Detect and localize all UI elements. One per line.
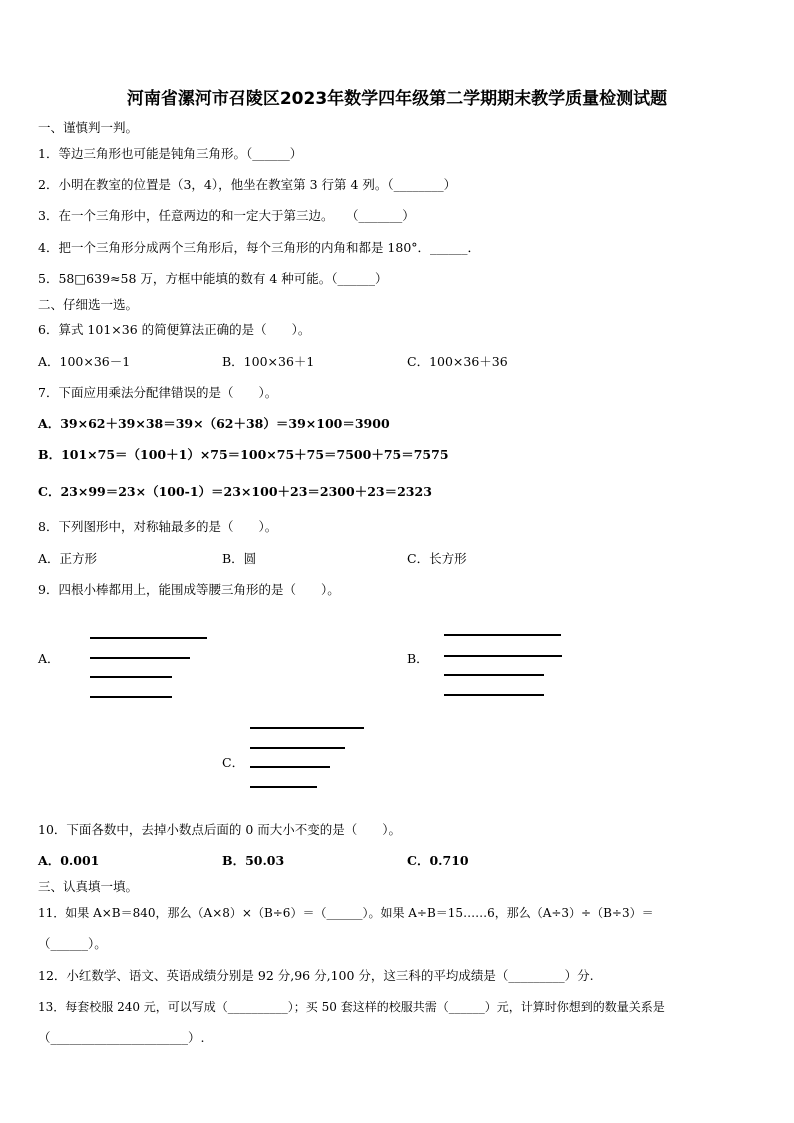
section-heading-1: 一、谨慎判一判。 [38, 120, 139, 135]
question-10-option-c: C．0.710 [407, 853, 469, 868]
question-10-option-b: B．50.03 [222, 853, 285, 868]
question-13-line-2: （______________________）. [38, 1030, 205, 1045]
question-11-line-1: 11．如果 A×B＝840，那么（A×8）×（B÷6）＝（______）。如果 A÷B＝15……6，那么（A÷3）÷（B÷3）＝ [38, 906, 654, 920]
stick [250, 766, 330, 768]
question-6-option-c: C．100×36＋36 [407, 354, 508, 369]
question-9-option-b-label: B． [407, 651, 429, 666]
page-title: 河南省漯河市召陵区2023年数学四年级第二学期期末教学质量检测试题 [126, 89, 668, 109]
question-9-option-c-label: C． [222, 755, 245, 770]
section-heading-2: 二、仔细选一选。 [38, 297, 139, 312]
question-6-option-b: B．100×36＋1 [222, 354, 315, 369]
question-6-stem: 6．算式 101×36 的简便算法正确的是（ ）。 [38, 322, 311, 337]
question-10-stem: 10．下面各数中，去掉小数点后面的 0 而大小不变的是（ ）。 [38, 822, 402, 837]
question-3: 3．在一个三角形中，任意两边的和一定大于第三边。 （_______） [38, 208, 415, 223]
question-9-option-a-label: A． [38, 651, 60, 666]
question-7-option-b: B．101×75＝（100＋1）×75＝100×75＋75＝7500＋75＝7575 [38, 447, 449, 462]
stick [444, 655, 562, 657]
question-1: 1．等边三角形也可能是钝角三角形。（______） [38, 146, 303, 161]
question-6-option-a: A．100×36－1 [38, 354, 131, 369]
stick [444, 694, 544, 696]
question-7-option-c: C．23×99＝23×（100-1）＝23×100＋23＝2300＋23＝2323 [38, 484, 432, 499]
question-7-option-a: A．39×62＋39×38＝39×（62＋38）＝39×100＝3900 [38, 416, 390, 431]
question-11-line-2: （______）。 [38, 936, 107, 951]
stick [250, 727, 364, 729]
stick [444, 674, 544, 676]
question-13-line-1: 13．每套校服 240 元，可以写成（__________）；买 50 套这样的校服共需（______）元，计算时你想到的数量关系是 [38, 1000, 665, 1014]
stick [90, 657, 190, 659]
stick [444, 634, 561, 636]
stick [250, 786, 317, 788]
question-2: 2．小明在教室的位置是（3，4），他坐在教室第 3 行第 4 列。（________） [38, 177, 457, 192]
section-heading-3: 三、认真填一填。 [38, 879, 139, 894]
question-5: 5．58□639≈58 万，方框中能填的数有 4 种可能。（______） [38, 271, 388, 286]
question-7-stem: 7．下面应用乘法分配律错误的是（ ）。 [38, 385, 278, 400]
question-4: 4．把一个三角形分成两个三角形后，每个三角形的内角和都是 180°．______． [38, 240, 481, 255]
question-8-stem: 8．下列图形中，对称轴最多的是（ ）。 [38, 519, 278, 534]
stick [90, 637, 207, 639]
stick [90, 696, 172, 698]
question-12: 12．小红数学、语文、英语成绩分别是 92 分,96 分,100 分，这三科的平均成绩是（_________）分. [38, 968, 594, 983]
question-8-option-c: C．长方形 [407, 551, 467, 566]
question-9-stem: 9．四根小棒都用上，能围成等腰三角形的是（ ）。 [38, 582, 340, 597]
question-8-option-b: B．圆 [222, 551, 257, 566]
question-8-option-a: A．正方形 [38, 551, 98, 566]
stick [90, 676, 172, 678]
question-10-option-a: A．0.001 [38, 853, 100, 868]
stick [250, 747, 345, 749]
